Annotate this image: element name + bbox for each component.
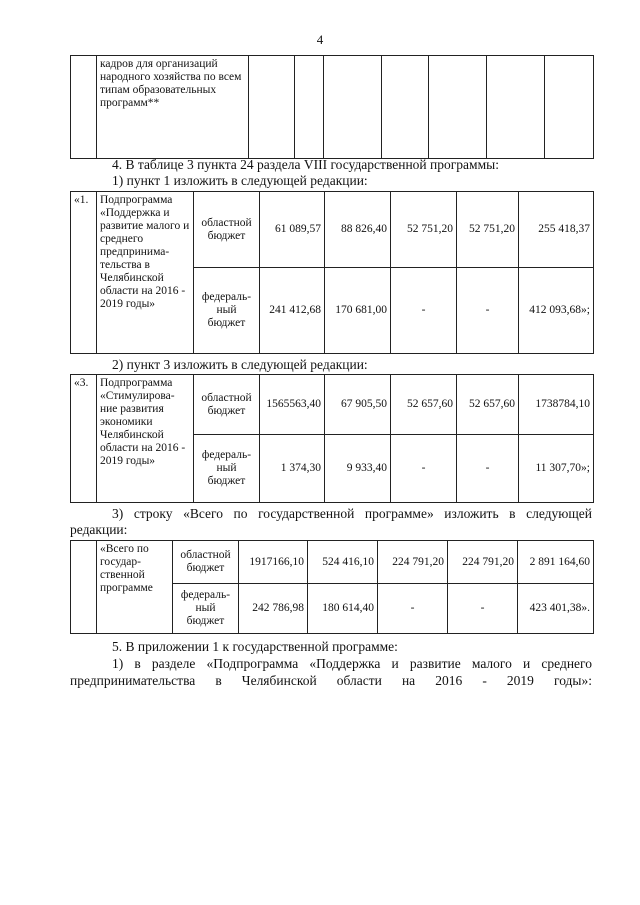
row3-regional-v2: 67 905,50 [325,375,391,435]
row1-federal-total: 412 093,68»; [519,268,594,354]
subparagraph-3-line2: редакции: [70,522,128,537]
row1-regional-total: 255 418,37 [519,192,594,268]
total-federal-total: 423 401,38». [518,584,594,634]
total-regional-v1: 1917166,10 [239,541,308,584]
total-regional-label: областной бюджет [173,541,239,584]
subparagraph-2: 2) пункт 3 изложить в следующей редакции: [112,357,368,372]
subparagraph-5-line1: 1) в разделе «Подпрограмма «Поддержка и развитие малого и среднего [112,656,592,671]
row1-regional-v2: 88 826,40 [325,192,391,268]
row3-federal-v3: - [391,435,457,503]
row3-regional-v1: 1565563,40 [260,375,325,435]
cell [71,56,97,159]
row1-regional-v1: 61 089,57 [260,192,325,268]
table-top-fragment [70,55,594,159]
row3-federal-label: федераль-ный бюджет [194,435,260,503]
cell [324,56,382,159]
paragraph-4: 4. В таблице 3 пункта 24 раздела VIII государственной программы: [112,157,499,172]
row3-regional-v4: 52 657,60 [457,375,519,435]
cell [487,56,545,159]
row3-regional-label: областной бюджет [194,375,260,435]
row3-regional-total: 1738784,10 [519,375,594,435]
cell [545,56,594,159]
cell [295,56,324,159]
total-federal-label: федераль-ный бюджет [173,584,239,634]
row1-federal-v4: - [457,268,519,354]
total-regional-total: 2 891 164,60 [518,541,594,584]
cell [249,56,295,159]
row3-federal-v4: - [457,435,519,503]
row3-name: Подпрограмма «Стимулирова-ние развития экономики Челябинской области на 2016 - 2019 годы» [97,375,194,503]
row1-regional-v3: 52 751,20 [391,192,457,268]
cell [429,56,487,159]
row1-federal-v3: - [391,268,457,354]
table-total [70,540,594,634]
table-row3 [70,374,594,503]
row1-federal-v2: 170 681,00 [325,268,391,354]
row1-federal-v1: 241 412,68 [260,268,325,354]
row1-regional-v4: 52 751,20 [457,192,519,268]
cell [382,56,429,159]
row3-regional-v3: 52 657,60 [391,375,457,435]
paragraph-5: 5. В приложении 1 к государственной программе: [112,639,398,654]
subparagraph-3-line1: 3) строку «Всего по государственной программе» изложить в следующей [112,506,592,521]
row3-federal-v2: 9 933,40 [325,435,391,503]
total-federal-v2: 180 614,40 [308,584,378,634]
row3-mark: «3. [71,375,97,503]
total-regional-v2: 524 416,10 [308,541,378,584]
total-federal-v1: 242 786,98 [239,584,308,634]
total-regional-v4: 224 791,20 [448,541,518,584]
row1-federal-label: федераль-ный бюджет [194,268,260,354]
table-row1 [70,191,594,354]
row1-regional-label: областной бюджет [194,192,260,268]
total-federal-v4: - [448,584,518,634]
table-top-text: кадров для организаций народного хозяйства по всем типам образовательных программ** [97,56,249,159]
subparagraph-5-line2: предпринимательства в Челябинской области на 2016 - 2019 годы»: [70,673,592,688]
total-federal-v3: - [378,584,448,634]
row3-federal-total: 11 307,70»; [519,435,594,503]
subparagraph-1: 1) пункт 1 изложить в следующей редакции: [112,173,368,188]
row1-mark: «1. [71,192,97,354]
total-name: «Всего по государ-ственной программе [97,541,173,634]
row3-federal-v1: 1 374,30 [260,435,325,503]
page-number: 4 [316,32,324,47]
row1-name: Подпрограмма «Поддержка и развитие малого и среднего предпринима-тельства в Челябинской области на 2016 - 2019 годы» [97,192,194,354]
cell [71,541,97,634]
total-regional-v3: 224 791,20 [378,541,448,584]
